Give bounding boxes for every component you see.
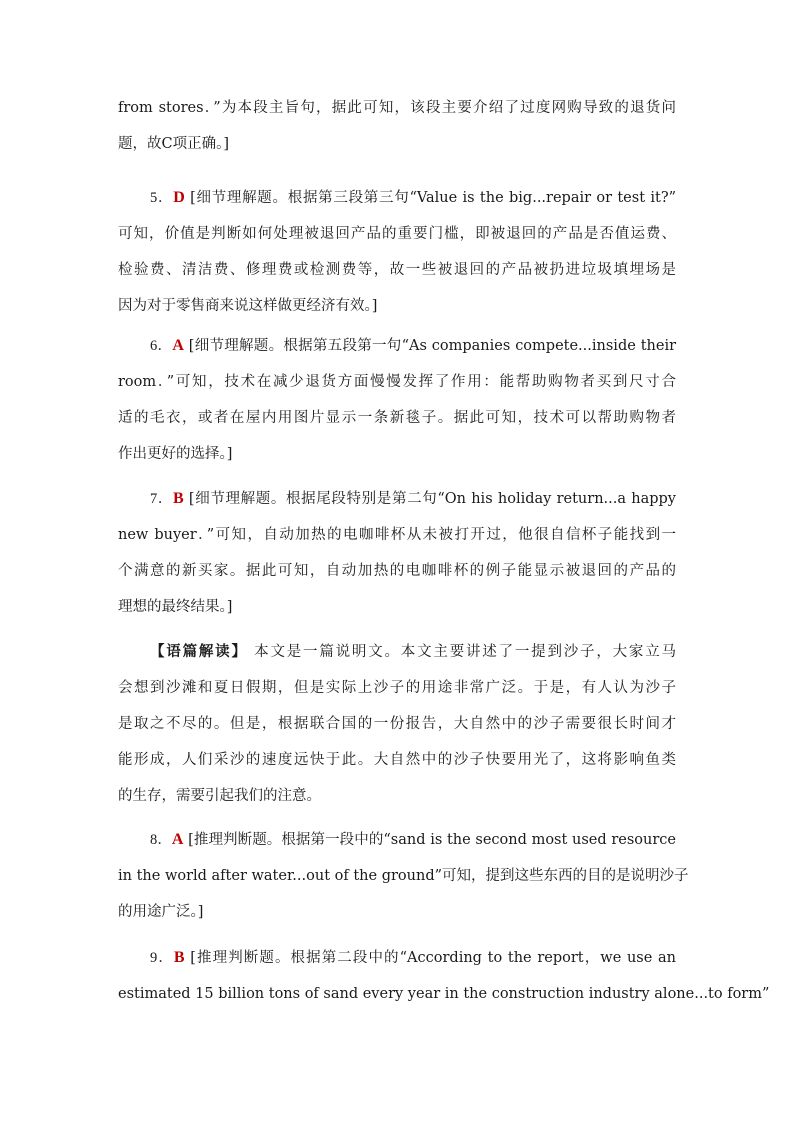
text-line: 的用途广泛。] xyxy=(118,904,204,920)
question-number: 5． xyxy=(150,190,174,206)
text-line xyxy=(118,940,676,976)
question-number: 6． xyxy=(150,338,173,354)
answer-letter: B xyxy=(173,490,184,507)
text-run: [推理判断题。根据第二段中的“According to the report，we use an xyxy=(184,950,677,966)
text-line: 理想的最终结果。] xyxy=(118,599,233,615)
text-line: 会想到沙滩和夏日假期，但是实际上沙子的用途非常广泛。于是，有人认为沙子 xyxy=(118,680,676,696)
text-line xyxy=(118,180,676,216)
text-line: from stores．”为本段主旨句，据此可知，该段主要介绍了过度网购导致的退货问 xyxy=(118,100,676,116)
text-run: [细节理解题。根据第三段第三句“Value is the big...repair or test it?” xyxy=(184,190,677,206)
text-line: 能形成，人们采沙的速度远快于此。大自然中的沙子快要用光了，这将影响鱼类 xyxy=(118,752,676,768)
text-line: estimated 15 billion tons of sand every year in the construction industry alone...to form” xyxy=(118,986,770,1002)
text-line: new buyer．”可知，自动加热的电咖啡杯从未被打开过，他很自信杯子能找到一 xyxy=(118,527,676,543)
text-run: [推理判断题。根据第一段中的“sand is the second most used resource xyxy=(183,832,676,848)
text-run: [细节理解题。根据第五段第一句“As companies compete...inside their xyxy=(183,338,677,354)
text-line xyxy=(118,634,676,670)
section-tag: 【语篇解读】 xyxy=(150,643,248,660)
question-number: 7． xyxy=(150,491,174,507)
text-line: 的生存，需要引起我们的注意。 xyxy=(118,788,321,804)
answer-letter: A xyxy=(171,831,184,848)
text-line xyxy=(118,328,676,364)
q4-tail-paragraph xyxy=(118,90,676,162)
text-line: 是取之不尽的。但是，根据联合国的一份报告，大自然中的沙子需要很长时间才 xyxy=(118,716,676,732)
text-line xyxy=(118,822,676,858)
q7-paragraph xyxy=(118,481,676,625)
text-run: [细节理解题。根据尾段特别是第二句“On his holiday return...a happy xyxy=(183,491,676,507)
q5-paragraph xyxy=(118,180,676,324)
text-line: room．”可知，技术在减少退货方面慢慢发挥了作用：能帮助购物者买到尺寸合 xyxy=(118,374,676,390)
q6-paragraph xyxy=(118,328,676,472)
text-line: 作出更好的选择。] xyxy=(118,446,233,462)
question-number: 9． xyxy=(150,950,174,966)
reading-analysis-paragraph xyxy=(118,634,676,814)
answer-letter: B xyxy=(173,949,185,966)
q8-paragraph xyxy=(118,822,689,930)
text-line: 可知，价值是判断如何处理被退回产品的重要门槛，即被退回的产品是否值运费、 xyxy=(118,226,676,242)
text-line xyxy=(118,481,676,517)
answer-letter: A xyxy=(172,337,184,354)
answer-letter: D xyxy=(173,189,185,206)
text-run: 本文是一篇说明文。本文主要讲述了一提到沙子，大家立马 xyxy=(247,644,677,660)
question-number: 8． xyxy=(150,832,172,848)
text-line: in the world after water...out of the ground”可知，提到这些东西的目的是说明沙子 xyxy=(118,868,689,884)
text-line: 题，故C项正确。] xyxy=(118,136,230,152)
text-line: 因为对于零售商来说这样做更经济有效。] xyxy=(118,298,378,314)
q9-paragraph xyxy=(118,940,770,1012)
text-line: 检验费、清洁费、修理费或检测费等，故一些被退回的产品被扔进垃圾填埋场是 xyxy=(118,262,676,278)
text-line: 个满意的新买家。据此可知，自动加热的电咖啡杯的例子能显示被退回的产品的 xyxy=(118,563,676,579)
text-line: 适的毛衣，或者在屋内用图片显示一条新毯子。据此可知，技术可以帮助购物者 xyxy=(118,410,676,426)
